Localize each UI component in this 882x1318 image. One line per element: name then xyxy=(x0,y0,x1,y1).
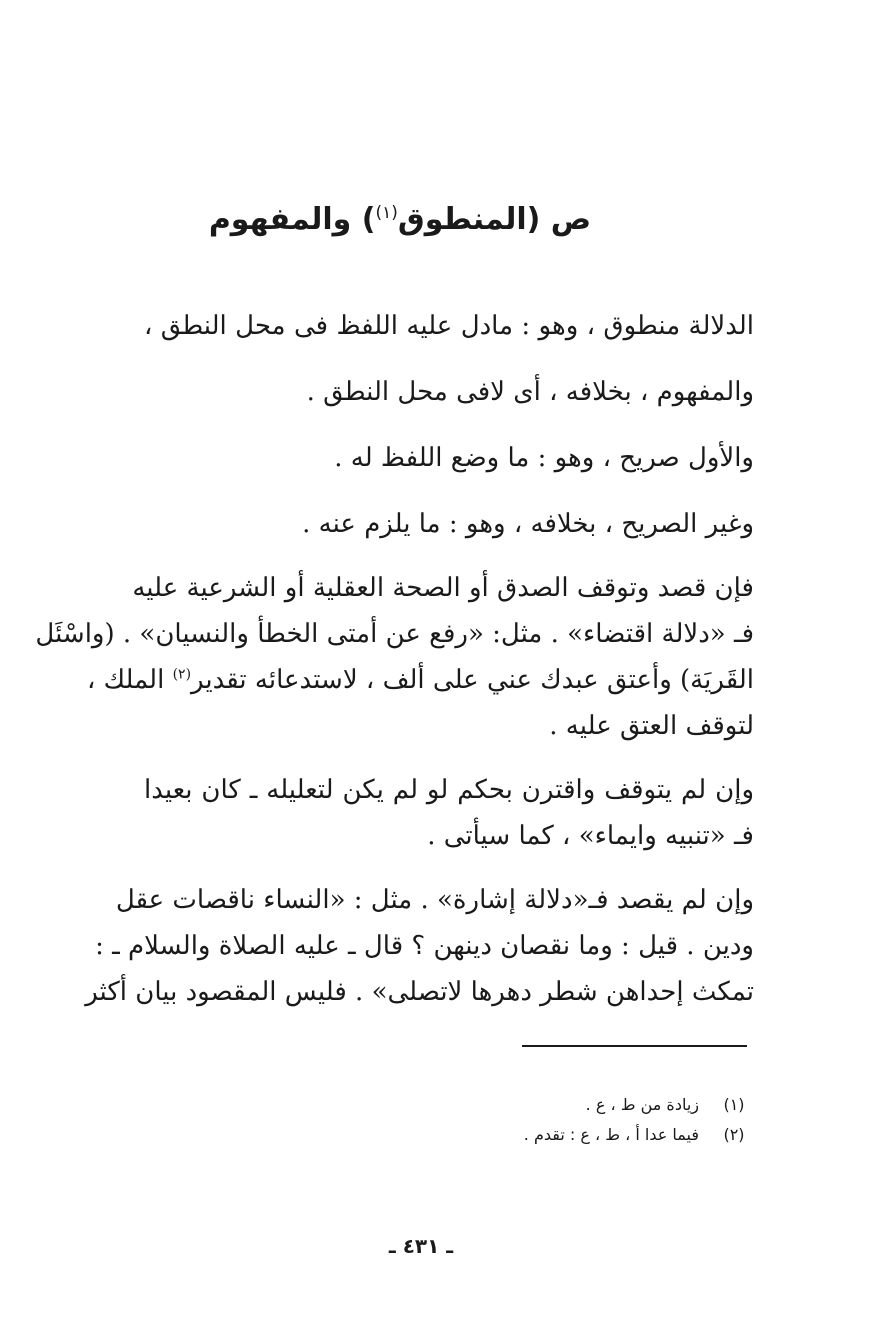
footnote-number: (٢) xyxy=(723,1125,745,1144)
footnote-item xyxy=(137,1090,747,1120)
section-title xyxy=(0,188,800,245)
footnote-number: (١) xyxy=(723,1095,745,1114)
footnote-divider xyxy=(522,1045,747,1047)
text-line: لتوقف العتق عليه . xyxy=(549,711,754,741)
body-text xyxy=(35,285,754,1015)
text-line: وإن لم يقصد فـ«دلالة إشارة» . مثل : «النساء ناقصات عقل xyxy=(115,885,754,915)
text-line xyxy=(86,657,754,703)
page-number: ـ ٤٣١ ـ xyxy=(388,1234,454,1258)
text-line: تمكث إحداهن شطر دهرها لاتصلى» . فليس المقصود بيان أكثر xyxy=(85,977,754,1007)
text-line: فـ «تنبيه وايماء» ، كما سيأتى . xyxy=(427,821,754,851)
footnotes xyxy=(137,1090,747,1150)
title-footnote-ref: (١) xyxy=(375,203,398,223)
text-line: وإن لم يتوقف واقترن بحكم لو لم يكن لتعليله ـ كان بعيدا xyxy=(144,775,754,805)
text-line: فـ «دلالة اقتضاء» . مثل: «رفع عن أمتى الخطأ والنسيان» . (واسْئَل xyxy=(35,619,754,649)
text-line: الدلالة منطوق ، وهو : مادل عليه اللفظ فى محل النطق ، xyxy=(144,311,754,341)
footnote-text: زيادة من ط ، ع . xyxy=(585,1095,699,1114)
text-line-part: الملك ، xyxy=(86,665,173,695)
text-line: ودين . قيل : وما نقصان دينهن ؟ قال ـ عليه الصلاة والسلام ـ : xyxy=(95,931,754,961)
text-line: والمفهوم ، بخلافه ، أى لافى محل النطق . xyxy=(306,377,754,407)
title-main: ص (المنطوق xyxy=(397,202,592,237)
text-line: والأول صريح ، وهو : ما وضع اللفظ له . xyxy=(334,443,754,473)
text-line: فإن قصد وتوقف الصدق أو الصحة العقلية أو الشرعية عليه xyxy=(132,573,754,603)
title-tail: ) والمفهوم xyxy=(208,202,376,237)
text-line: وغير الصريح ، بخلافه ، وهو : ما يلزم عنه . xyxy=(302,509,754,539)
footnote-item xyxy=(137,1120,747,1150)
footnote-text: فيما عدا أ ، ط ، ع : تقدم . xyxy=(523,1125,699,1144)
footnote-ref: (٢) xyxy=(172,666,192,683)
text-line-part: القَريَة) وأعتق عبدك عني على ألف ، لاستدعائه تقدير xyxy=(191,665,754,695)
